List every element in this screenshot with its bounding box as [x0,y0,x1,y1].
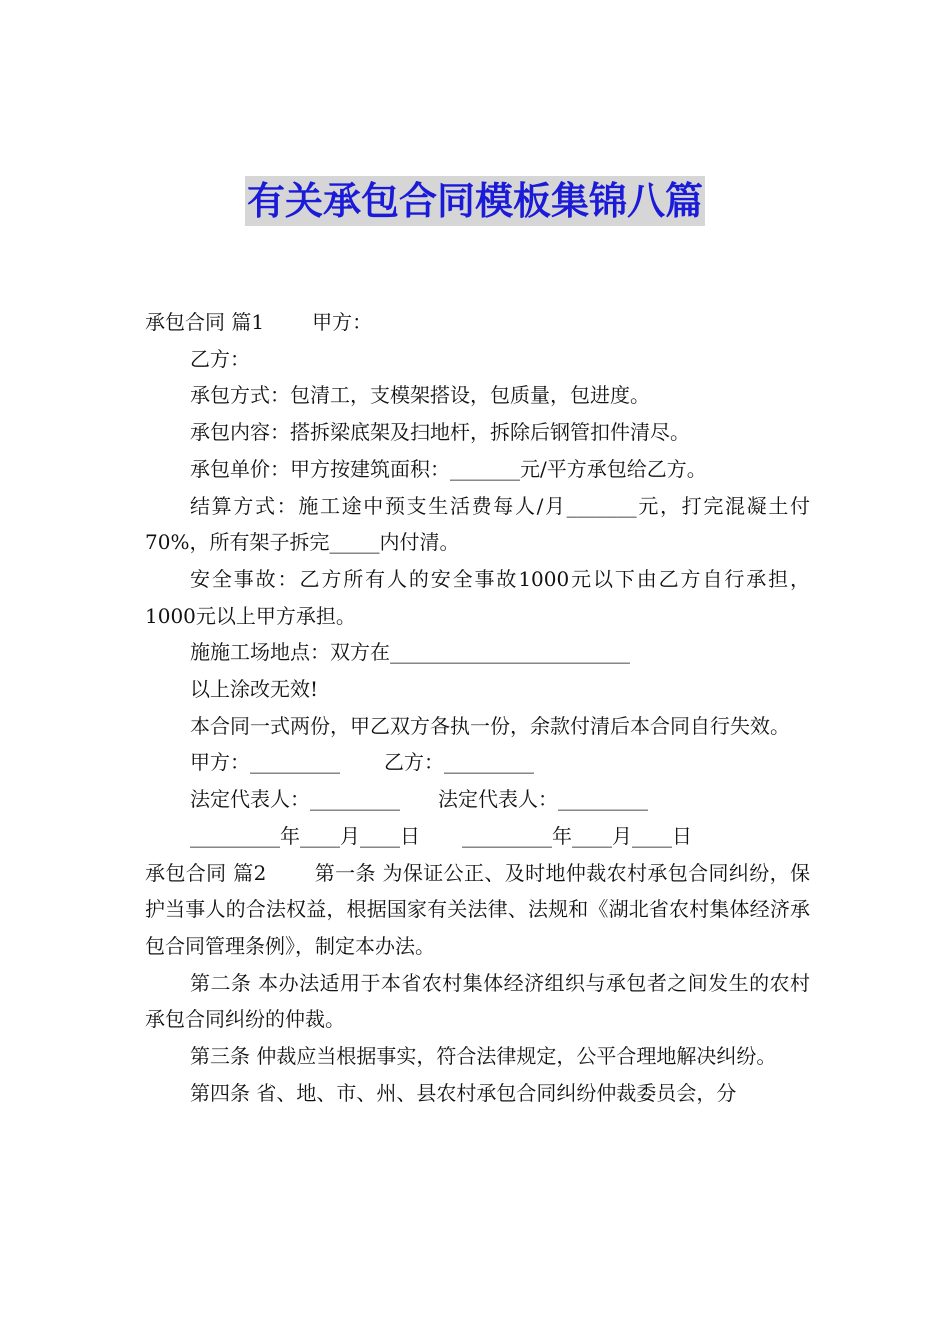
sign-party-b: 乙方：_________ [384,750,534,775]
contract-safety: 安全事故：乙方所有人的安全事故1000元以下由乙方自行承担，1000元以上甲方承担。 [145,566,810,628]
rep-party-b: 法定代表人：_________ [438,787,648,812]
contract-settlement: 结算方式：施工途中预支生活费每人/月_______元，打完混凝土付70%，所有架子拆完_____内付清。 [145,493,810,555]
contract1-heading: 承包合同 篇1 [145,310,265,334]
contract-site: 施施工场地点：双方在________________________ [190,640,630,665]
date-party-a: _________年____月____日 [190,823,420,848]
contract-copies: 本合同一式两份，甲乙双方各执一份，余款付清后本合同自行失效。 [190,713,790,738]
article-3: 第三条 仲裁应当根据事实，符合法律规定，公平合理地解决纠纷。 [190,1044,777,1069]
contract-content: 承包内容：搭拆梁底架及扫地杆，拆除后钢管扣件清尽。 [190,420,690,445]
party-b-label: 乙方： [190,346,250,371]
article-1: 第一条 为保证公正、及时地仲裁农村承包合同纠纷，保护当事人的合法权益，根据国家有关法律、法规和《湖北省农村集体经济承包合同管理条例》，制定本办法。 [145,860,810,958]
title-container [0,176,950,226]
sign-party-a: 甲方：_________ [190,750,340,775]
document-body [145,304,810,1111]
article-2: 第二条 本办法适用于本省农村集体经济组织与承包者之间发生的农村承包合同纠纷的仲裁。 [145,970,810,1032]
date-line [145,818,810,855]
contract-unit-price: 承包单价：甲方按建筑面积：_______元/平方承包给乙方。 [190,456,707,481]
article-4: 第四条 省、地、市、州、县农村承包合同纠纷仲裁委员会，分 [190,1080,737,1105]
contract-method: 承包方式：包清工，支模架搭设，包质量，包进度。 [190,383,650,408]
contract2-heading: 承包合同 篇2 [145,860,267,885]
party-a-label: 甲方： [312,310,373,334]
signature-line [145,744,810,781]
contract2-first-paragraph [145,855,810,965]
rep-party-a: 法定代表人：_________ [190,787,400,812]
representative-line [145,781,810,818]
date-party-b: _________年____月____日 [462,823,692,848]
document-title: 有关承包合同模板集锦八篇 [245,176,705,226]
contract1-heading-line [145,304,810,341]
void-note: 以上涂改无效! [190,677,319,702]
